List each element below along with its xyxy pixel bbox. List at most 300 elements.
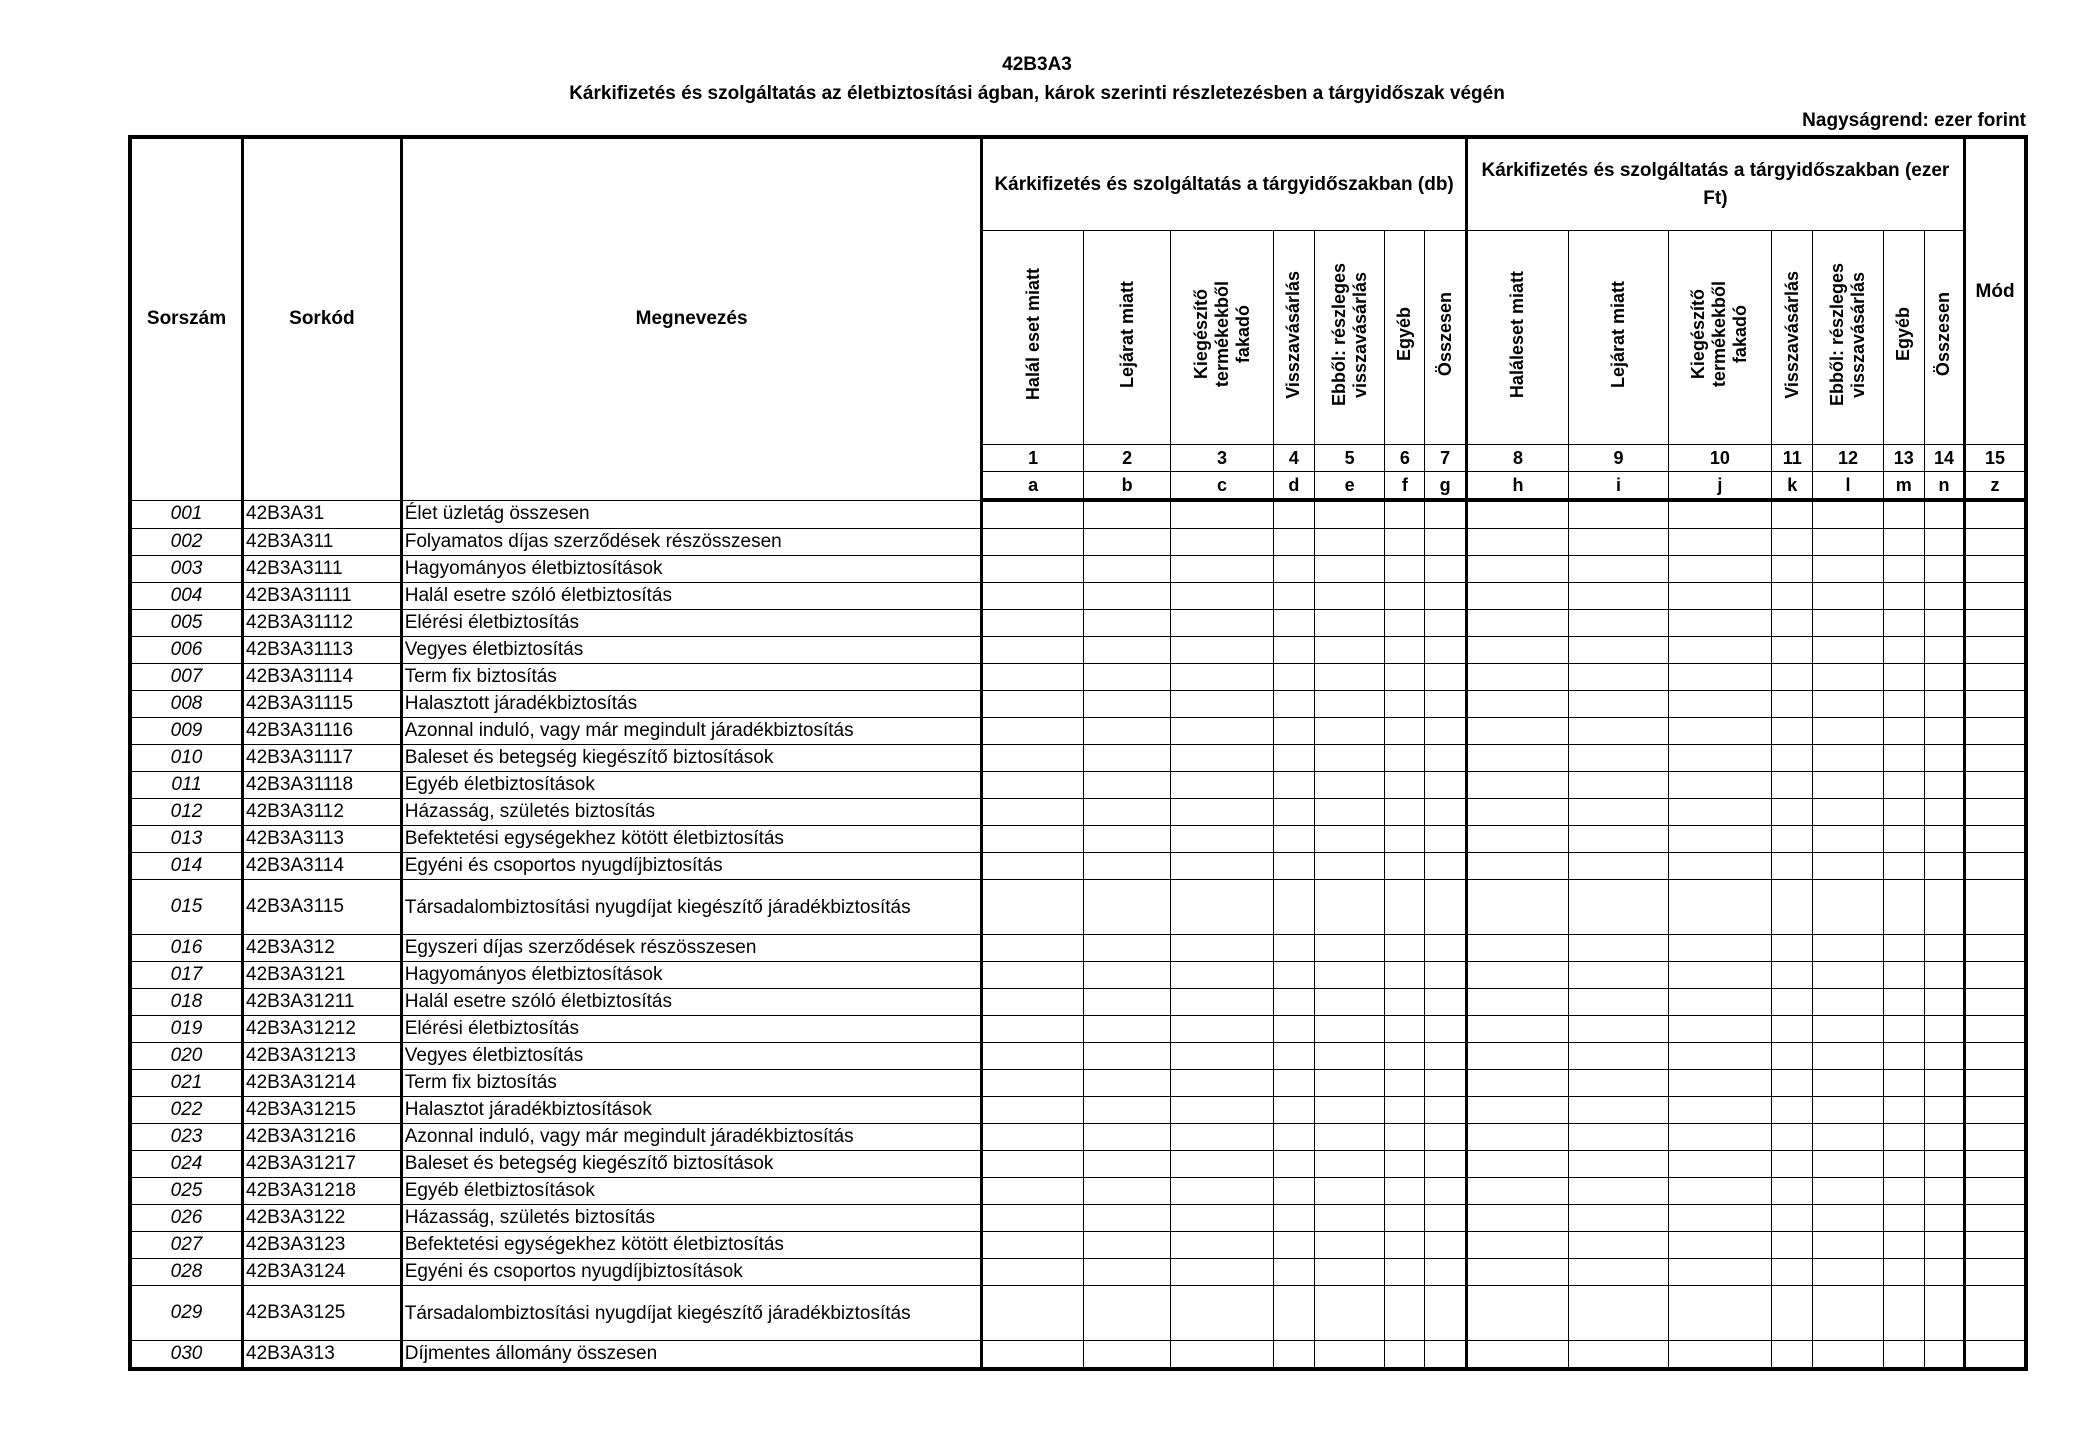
data-cell[interactable] (1314, 853, 1384, 880)
data-cell[interactable] (1772, 718, 1813, 745)
data-cell[interactable] (1273, 1232, 1314, 1259)
data-cell[interactable] (1314, 826, 1384, 853)
data-cell[interactable] (982, 1043, 1083, 1070)
data-cell[interactable] (1569, 745, 1668, 772)
data-cell[interactable] (1924, 529, 1964, 556)
data-cell[interactable] (1965, 1070, 2026, 1097)
data-cell[interactable] (1466, 1205, 1568, 1232)
data-cell[interactable] (1668, 853, 1771, 880)
data-cell[interactable] (1466, 500, 1568, 529)
data-cell[interactable] (1965, 1124, 2026, 1151)
data-cell[interactable] (1466, 772, 1568, 799)
data-cell[interactable] (1813, 500, 1883, 529)
data-cell[interactable] (1273, 664, 1314, 691)
data-cell[interactable] (1171, 691, 1273, 718)
data-cell[interactable] (1668, 718, 1771, 745)
data-cell[interactable] (1314, 529, 1384, 556)
data-cell[interactable] (1813, 1151, 1883, 1178)
data-cell[interactable] (1083, 691, 1170, 718)
data-cell[interactable] (1385, 962, 1425, 989)
data-cell[interactable] (1924, 637, 1964, 664)
data-cell[interactable] (1273, 1259, 1314, 1286)
data-cell[interactable] (1466, 1178, 1568, 1205)
data-cell[interactable] (1273, 718, 1314, 745)
data-cell[interactable] (1385, 610, 1425, 637)
data-cell[interactable] (1772, 880, 1813, 935)
data-cell[interactable] (1883, 1151, 1924, 1178)
data-cell[interactable] (1883, 989, 1924, 1016)
data-cell[interactable] (1466, 745, 1568, 772)
data-cell[interactable] (1569, 1205, 1668, 1232)
data-cell[interactable] (1772, 1341, 1813, 1370)
data-cell[interactable] (1965, 556, 2026, 583)
data-cell[interactable] (1425, 1232, 1466, 1259)
data-cell[interactable] (1083, 664, 1170, 691)
data-cell[interactable] (1466, 583, 1568, 610)
data-cell[interactable] (1924, 880, 1964, 935)
data-cell[interactable] (1668, 935, 1771, 962)
data-cell[interactable] (1466, 718, 1568, 745)
data-cell[interactable] (1425, 745, 1466, 772)
data-cell[interactable] (1425, 500, 1466, 529)
data-cell[interactable] (1466, 1070, 1568, 1097)
data-cell[interactable] (1965, 718, 2026, 745)
data-cell[interactable] (1466, 1097, 1568, 1124)
data-cell[interactable] (1965, 1232, 2026, 1259)
data-cell[interactable] (1965, 691, 2026, 718)
data-cell[interactable] (1924, 1151, 1964, 1178)
data-cell[interactable] (1314, 718, 1384, 745)
data-cell[interactable] (1965, 1205, 2026, 1232)
data-cell[interactable] (1314, 1151, 1384, 1178)
data-cell[interactable] (1171, 935, 1273, 962)
data-cell[interactable] (1772, 935, 1813, 962)
data-cell[interactable] (1965, 583, 2026, 610)
data-cell[interactable] (1314, 1043, 1384, 1070)
data-cell[interactable] (1385, 799, 1425, 826)
data-cell[interactable] (1965, 1151, 2026, 1178)
data-cell[interactable] (1425, 853, 1466, 880)
data-cell[interactable] (1425, 1070, 1466, 1097)
data-cell[interactable] (1083, 745, 1170, 772)
data-cell[interactable] (1883, 853, 1924, 880)
data-cell[interactable] (1385, 826, 1425, 853)
data-cell[interactable] (1668, 1070, 1771, 1097)
data-cell[interactable] (1569, 529, 1668, 556)
data-cell[interactable] (1569, 1097, 1668, 1124)
data-cell[interactable] (1883, 1016, 1924, 1043)
data-cell[interactable] (1314, 500, 1384, 529)
data-cell[interactable] (982, 500, 1083, 529)
data-cell[interactable] (1171, 799, 1273, 826)
data-cell[interactable] (1425, 583, 1466, 610)
data-cell[interactable] (1883, 1070, 1924, 1097)
data-cell[interactable] (1273, 610, 1314, 637)
data-cell[interactable] (1965, 826, 2026, 853)
data-cell[interactable] (1883, 935, 1924, 962)
data-cell[interactable] (1813, 718, 1883, 745)
data-cell[interactable] (1083, 1151, 1170, 1178)
data-cell[interactable] (1883, 610, 1924, 637)
data-cell[interactable] (1668, 989, 1771, 1016)
data-cell[interactable] (1425, 1259, 1466, 1286)
data-cell[interactable] (1083, 1259, 1170, 1286)
data-cell[interactable] (1466, 1151, 1568, 1178)
data-cell[interactable] (1083, 1043, 1170, 1070)
data-cell[interactable] (1385, 1341, 1425, 1370)
data-cell[interactable] (982, 664, 1083, 691)
data-cell[interactable] (982, 826, 1083, 853)
data-cell[interactable] (1569, 556, 1668, 583)
data-cell[interactable] (1569, 772, 1668, 799)
data-cell[interactable] (1965, 1097, 2026, 1124)
data-cell[interactable] (1813, 691, 1883, 718)
data-cell[interactable] (1924, 826, 1964, 853)
data-cell[interactable] (1425, 1286, 1466, 1341)
data-cell[interactable] (1171, 1124, 1273, 1151)
data-cell[interactable] (1425, 610, 1466, 637)
data-cell[interactable] (1171, 1016, 1273, 1043)
data-cell[interactable] (1466, 1232, 1568, 1259)
data-cell[interactable] (1883, 664, 1924, 691)
data-cell[interactable] (1171, 500, 1273, 529)
data-cell[interactable] (1813, 1070, 1883, 1097)
data-cell[interactable] (1569, 989, 1668, 1016)
data-cell[interactable] (1425, 962, 1466, 989)
data-cell[interactable] (1425, 1151, 1466, 1178)
data-cell[interactable] (1466, 556, 1568, 583)
data-cell[interactable] (1171, 962, 1273, 989)
data-cell[interactable] (1924, 1043, 1964, 1070)
data-cell[interactable] (1314, 935, 1384, 962)
data-cell[interactable] (1314, 1205, 1384, 1232)
data-cell[interactable] (1425, 799, 1466, 826)
data-cell[interactable] (1314, 1178, 1384, 1205)
data-cell[interactable] (1385, 691, 1425, 718)
data-cell[interactable] (1385, 556, 1425, 583)
data-cell[interactable] (1273, 772, 1314, 799)
data-cell[interactable] (1668, 664, 1771, 691)
data-cell[interactable] (1314, 610, 1384, 637)
data-cell[interactable] (1569, 1232, 1668, 1259)
data-cell[interactable] (1924, 1259, 1964, 1286)
data-cell[interactable] (1314, 880, 1384, 935)
data-cell[interactable] (1083, 529, 1170, 556)
data-cell[interactable] (1569, 1016, 1668, 1043)
data-cell[interactable] (1273, 799, 1314, 826)
data-cell[interactable] (1813, 1286, 1883, 1341)
data-cell[interactable] (1924, 583, 1964, 610)
data-cell[interactable] (1083, 1232, 1170, 1259)
data-cell[interactable] (1965, 772, 2026, 799)
data-cell[interactable] (1772, 1124, 1813, 1151)
data-cell[interactable] (1466, 799, 1568, 826)
data-cell[interactable] (1924, 772, 1964, 799)
data-cell[interactable] (1924, 1286, 1964, 1341)
data-cell[interactable] (1083, 826, 1170, 853)
data-cell[interactable] (1314, 1070, 1384, 1097)
data-cell[interactable] (1772, 529, 1813, 556)
data-cell[interactable] (1466, 989, 1568, 1016)
data-cell[interactable] (1385, 880, 1425, 935)
data-cell[interactable] (1883, 799, 1924, 826)
data-cell[interactable] (1965, 637, 2026, 664)
data-cell[interactable] (982, 962, 1083, 989)
data-cell[interactable] (1083, 500, 1170, 529)
data-cell[interactable] (982, 745, 1083, 772)
data-cell[interactable] (1425, 1097, 1466, 1124)
data-cell[interactable] (1772, 1286, 1813, 1341)
data-cell[interactable] (1668, 500, 1771, 529)
data-cell[interactable] (1425, 1016, 1466, 1043)
data-cell[interactable] (1772, 556, 1813, 583)
data-cell[interactable] (1273, 1016, 1314, 1043)
data-cell[interactable] (1813, 1205, 1883, 1232)
data-cell[interactable] (1813, 1232, 1883, 1259)
data-cell[interactable] (1965, 1259, 2026, 1286)
data-cell[interactable] (1314, 745, 1384, 772)
data-cell[interactable] (1965, 853, 2026, 880)
data-cell[interactable] (1314, 1341, 1384, 1370)
data-cell[interactable] (1813, 772, 1883, 799)
data-cell[interactable] (1883, 718, 1924, 745)
data-cell[interactable] (1273, 1124, 1314, 1151)
data-cell[interactable] (1273, 880, 1314, 935)
data-cell[interactable] (1813, 745, 1883, 772)
data-cell[interactable] (1083, 1097, 1170, 1124)
data-cell[interactable] (1668, 1016, 1771, 1043)
data-cell[interactable] (1314, 664, 1384, 691)
data-cell[interactable] (1083, 880, 1170, 935)
data-cell[interactable] (1924, 691, 1964, 718)
data-cell[interactable] (1668, 691, 1771, 718)
data-cell[interactable] (1569, 880, 1668, 935)
data-cell[interactable] (982, 556, 1083, 583)
data-cell[interactable] (1314, 1016, 1384, 1043)
data-cell[interactable] (1883, 745, 1924, 772)
data-cell[interactable] (1883, 1097, 1924, 1124)
data-cell[interactable] (1273, 583, 1314, 610)
data-cell[interactable] (1466, 1341, 1568, 1370)
data-cell[interactable] (1466, 637, 1568, 664)
data-cell[interactable] (1083, 853, 1170, 880)
data-cell[interactable] (1772, 962, 1813, 989)
data-cell[interactable] (1813, 880, 1883, 935)
data-cell[interactable] (982, 1016, 1083, 1043)
data-cell[interactable] (1668, 1232, 1771, 1259)
data-cell[interactable] (1965, 745, 2026, 772)
data-cell[interactable] (1083, 962, 1170, 989)
data-cell[interactable] (1772, 1232, 1813, 1259)
data-cell[interactable] (1385, 1259, 1425, 1286)
data-cell[interactable] (1466, 1043, 1568, 1070)
data-cell[interactable] (982, 691, 1083, 718)
data-cell[interactable] (1425, 1043, 1466, 1070)
data-cell[interactable] (1668, 1178, 1771, 1205)
data-cell[interactable] (1385, 772, 1425, 799)
data-cell[interactable] (1083, 1341, 1170, 1370)
data-cell[interactable] (1813, 799, 1883, 826)
data-cell[interactable] (982, 1232, 1083, 1259)
data-cell[interactable] (1385, 500, 1425, 529)
data-cell[interactable] (1273, 637, 1314, 664)
data-cell[interactable] (1385, 637, 1425, 664)
data-cell[interactable] (1813, 637, 1883, 664)
data-cell[interactable] (1569, 691, 1668, 718)
data-cell[interactable] (1171, 529, 1273, 556)
data-cell[interactable] (1569, 1341, 1668, 1370)
data-cell[interactable] (1924, 1205, 1964, 1232)
data-cell[interactable] (1314, 583, 1384, 610)
data-cell[interactable] (1813, 1016, 1883, 1043)
data-cell[interactable] (1668, 1286, 1771, 1341)
data-cell[interactable] (1965, 935, 2026, 962)
data-cell[interactable] (1813, 664, 1883, 691)
data-cell[interactable] (1965, 799, 2026, 826)
data-cell[interactable] (1569, 1070, 1668, 1097)
data-cell[interactable] (1425, 989, 1466, 1016)
data-cell[interactable] (1924, 989, 1964, 1016)
data-cell[interactable] (1273, 1286, 1314, 1341)
data-cell[interactable] (1171, 826, 1273, 853)
data-cell[interactable] (1569, 718, 1668, 745)
data-cell[interactable] (1171, 1043, 1273, 1070)
data-cell[interactable] (1385, 1178, 1425, 1205)
data-cell[interactable] (1083, 799, 1170, 826)
data-cell[interactable] (1924, 1016, 1964, 1043)
data-cell[interactable] (1965, 880, 2026, 935)
data-cell[interactable] (982, 799, 1083, 826)
data-cell[interactable] (982, 880, 1083, 935)
data-cell[interactable] (1466, 853, 1568, 880)
data-cell[interactable] (1965, 500, 2026, 529)
data-cell[interactable] (1813, 1341, 1883, 1370)
data-cell[interactable] (1171, 1341, 1273, 1370)
data-cell[interactable] (982, 853, 1083, 880)
data-cell[interactable] (1273, 745, 1314, 772)
data-cell[interactable] (1569, 1178, 1668, 1205)
data-cell[interactable] (1083, 1205, 1170, 1232)
data-cell[interactable] (982, 1205, 1083, 1232)
data-cell[interactable] (1466, 610, 1568, 637)
data-cell[interactable] (1668, 745, 1771, 772)
data-cell[interactable] (1314, 691, 1384, 718)
data-cell[interactable] (1083, 637, 1170, 664)
data-cell[interactable] (1425, 718, 1466, 745)
data-cell[interactable] (1772, 1259, 1813, 1286)
data-cell[interactable] (1466, 664, 1568, 691)
data-cell[interactable] (1883, 529, 1924, 556)
data-cell[interactable] (1083, 1178, 1170, 1205)
data-cell[interactable] (1965, 1016, 2026, 1043)
data-cell[interactable] (1772, 664, 1813, 691)
data-cell[interactable] (1813, 1178, 1883, 1205)
data-cell[interactable] (1924, 610, 1964, 637)
data-cell[interactable] (1772, 1151, 1813, 1178)
data-cell[interactable] (1569, 664, 1668, 691)
data-cell[interactable] (1883, 962, 1924, 989)
data-cell[interactable] (1385, 1043, 1425, 1070)
data-cell[interactable] (1314, 1259, 1384, 1286)
data-cell[interactable] (1385, 529, 1425, 556)
data-cell[interactable] (1171, 1232, 1273, 1259)
data-cell[interactable] (1965, 1341, 2026, 1370)
data-cell[interactable] (1772, 691, 1813, 718)
data-cell[interactable] (982, 529, 1083, 556)
data-cell[interactable] (1772, 826, 1813, 853)
data-cell[interactable] (1924, 664, 1964, 691)
data-cell[interactable] (1569, 853, 1668, 880)
data-cell[interactable] (1083, 556, 1170, 583)
data-cell[interactable] (1083, 1124, 1170, 1151)
data-cell[interactable] (1425, 772, 1466, 799)
data-cell[interactable] (1883, 1124, 1924, 1151)
data-cell[interactable] (1813, 826, 1883, 853)
data-cell[interactable] (1668, 826, 1771, 853)
data-cell[interactable] (1171, 853, 1273, 880)
data-cell[interactable] (1813, 529, 1883, 556)
data-cell[interactable] (1924, 1124, 1964, 1151)
data-cell[interactable] (1466, 691, 1568, 718)
data-cell[interactable] (1385, 1124, 1425, 1151)
data-cell[interactable] (1668, 1097, 1771, 1124)
data-cell[interactable] (1813, 1043, 1883, 1070)
data-cell[interactable] (1668, 583, 1771, 610)
data-cell[interactable] (1083, 989, 1170, 1016)
data-cell[interactable] (1668, 610, 1771, 637)
data-cell[interactable] (1569, 1286, 1668, 1341)
data-cell[interactable] (1883, 772, 1924, 799)
data-cell[interactable] (982, 718, 1083, 745)
data-cell[interactable] (1273, 500, 1314, 529)
data-cell[interactable] (1425, 691, 1466, 718)
data-cell[interactable] (1425, 1124, 1466, 1151)
data-cell[interactable] (1466, 529, 1568, 556)
data-cell[interactable] (1569, 935, 1668, 962)
data-cell[interactable] (982, 989, 1083, 1016)
data-cell[interactable] (1273, 1151, 1314, 1178)
data-cell[interactable] (1924, 962, 1964, 989)
data-cell[interactable] (1772, 745, 1813, 772)
data-cell[interactable] (1314, 637, 1384, 664)
data-cell[interactable] (1425, 664, 1466, 691)
data-cell[interactable] (1273, 1043, 1314, 1070)
data-cell[interactable] (1772, 1205, 1813, 1232)
data-cell[interactable] (1314, 989, 1384, 1016)
data-cell[interactable] (1924, 1070, 1964, 1097)
data-cell[interactable] (1425, 529, 1466, 556)
data-cell[interactable] (1883, 1043, 1924, 1070)
data-cell[interactable] (1385, 1286, 1425, 1341)
data-cell[interactable] (982, 1178, 1083, 1205)
data-cell[interactable] (1883, 1341, 1924, 1370)
data-cell[interactable] (1171, 1286, 1273, 1341)
data-cell[interactable] (1385, 1097, 1425, 1124)
data-cell[interactable] (1772, 853, 1813, 880)
data-cell[interactable] (1668, 880, 1771, 935)
data-cell[interactable] (1772, 1178, 1813, 1205)
data-cell[interactable] (1924, 1341, 1964, 1370)
data-cell[interactable] (1171, 1097, 1273, 1124)
data-cell[interactable] (1668, 1205, 1771, 1232)
data-cell[interactable] (1273, 1097, 1314, 1124)
data-cell[interactable] (1813, 989, 1883, 1016)
data-cell[interactable] (1314, 1232, 1384, 1259)
data-cell[interactable] (1385, 1070, 1425, 1097)
data-cell[interactable] (1273, 1178, 1314, 1205)
data-cell[interactable] (1385, 664, 1425, 691)
data-cell[interactable] (1385, 935, 1425, 962)
